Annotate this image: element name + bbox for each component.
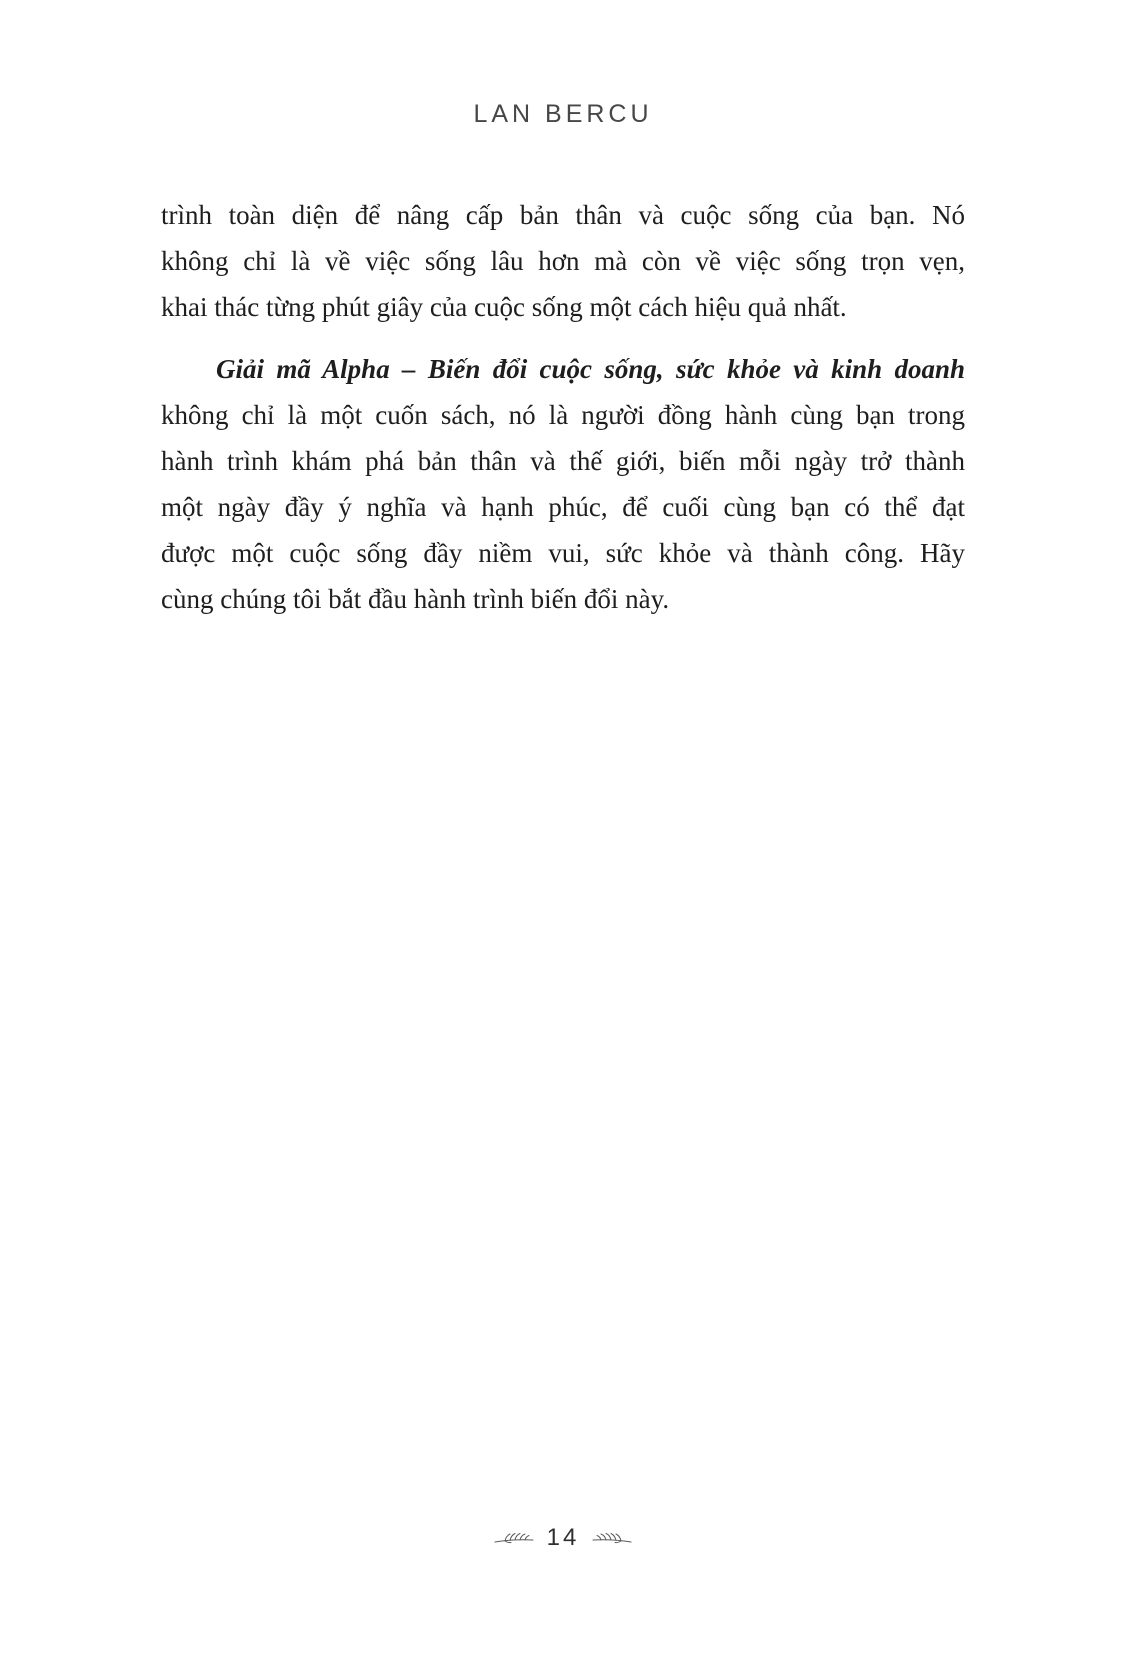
page-number: 14 bbox=[546, 1524, 580, 1551]
laurel-sprig-right-icon bbox=[591, 1530, 633, 1546]
laurel-sprig-left-icon bbox=[493, 1530, 535, 1546]
text-line: được một cuộc sống đầy niềm vui, sức khỏe và thành công. Hãy bbox=[161, 538, 965, 568]
paragraph bbox=[161, 346, 965, 622]
page-footer bbox=[0, 1524, 1126, 1552]
text-line: hành trình khám phá bản thân và thế giới, biến mỗi ngày trở thành bbox=[161, 446, 965, 476]
page-body bbox=[161, 192, 965, 622]
text-line: không chỉ là một cuốn sách, nó là người đồng hành cùng bạn trong bbox=[161, 400, 965, 430]
text-line: trình toàn diện để nâng cấp bản thân và cuộc sống của bạn. Nó bbox=[161, 200, 965, 230]
paragraph bbox=[161, 192, 965, 330]
text-line: cùng chúng tôi bắt đầu hành trình biến đổi này. bbox=[161, 584, 670, 614]
page-header-author: LAN BERCU bbox=[473, 100, 653, 128]
text-line: không chỉ là về việc sống lâu hơn mà còn về việc sống trọn vẹn, bbox=[161, 246, 965, 276]
text-line: một ngày đầy ý nghĩa và hạnh phúc, để cuối cùng bạn có thể đạt bbox=[161, 492, 965, 522]
text-line: Giải mã Alpha – Biến đổi cuộc sống, sức khỏe và kinh doanh bbox=[216, 354, 965, 384]
text-line: khai thác từng phút giây của cuộc sống một cách hiệu quả nhất. bbox=[161, 292, 847, 322]
